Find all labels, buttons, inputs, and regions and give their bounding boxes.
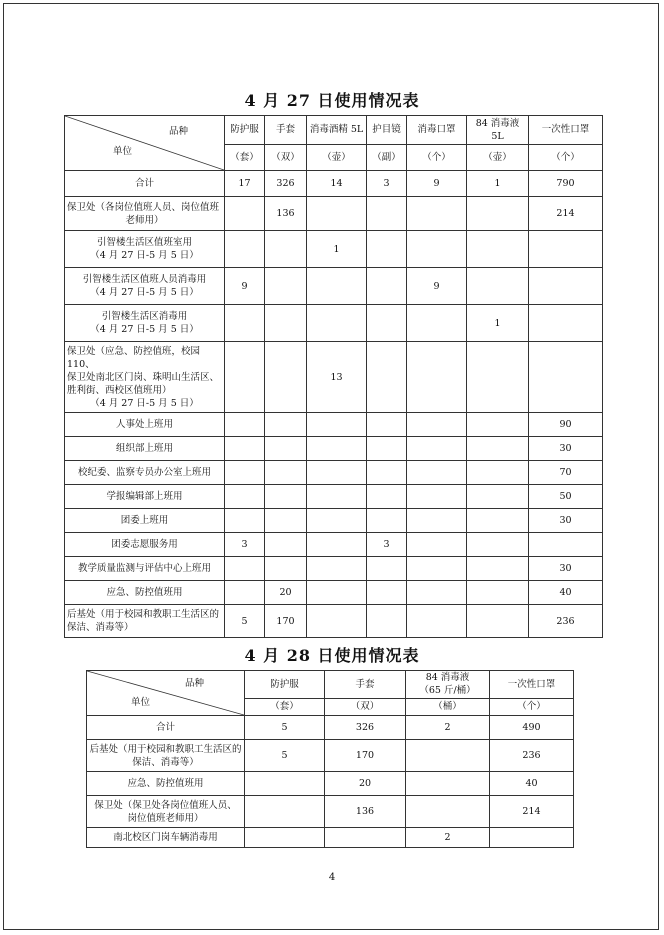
value-cell (367, 581, 407, 605)
value-cell (325, 828, 406, 848)
cell-line: 手套 (355, 678, 375, 690)
table-row (65, 268, 603, 305)
column-unit: （双） (265, 144, 307, 170)
value-cell (245, 828, 325, 848)
value-cell (467, 342, 529, 413)
usage-table-apr27 (64, 115, 603, 638)
cell-line: 合计 (134, 178, 154, 189)
value-cell: 3 (367, 533, 407, 557)
value-cell: 30 (529, 509, 603, 533)
value-cell (307, 605, 367, 638)
value-cell (367, 342, 407, 413)
value-cell: 1 (307, 231, 367, 268)
value-cell (307, 305, 367, 342)
value-cell: 490 (490, 716, 574, 740)
value-cell (467, 581, 529, 605)
value-cell: 3 (367, 171, 407, 197)
value-cell: 30 (529, 557, 603, 581)
cell-line: 合计 (155, 722, 175, 733)
cell-line: 后基处（用于校园和教职工生活区的 (89, 743, 242, 755)
value-cell (265, 437, 307, 461)
unit-name-cell (65, 605, 225, 638)
unit-name-cell (87, 772, 245, 796)
value-cell (367, 461, 407, 485)
cell-line: 引智楼生活区值班室用 (96, 237, 192, 248)
cell-line: 人事处上班用 (115, 419, 173, 430)
value-cell: 9 (407, 171, 467, 197)
value-cell (225, 342, 265, 413)
unit-name-cell (65, 342, 225, 413)
cell-line: 团委志愿服务用 (111, 539, 178, 550)
cell-line: 后基处（用于校园和教职工生活区的 (67, 609, 220, 620)
value-cell: 170 (325, 740, 406, 772)
value-cell (367, 197, 407, 231)
table2-title: 4 月 28 日使用情况表 (244, 646, 420, 665)
value-cell (467, 485, 529, 509)
value-cell (265, 268, 307, 305)
value-cell: 136 (325, 796, 406, 828)
value-cell (225, 413, 265, 437)
column-header: 护目镜 (367, 116, 407, 145)
cell-line: 组织部上班用 (115, 443, 173, 454)
value-cell (367, 305, 407, 342)
value-cell (407, 413, 467, 437)
value-cell (265, 461, 307, 485)
table-row (65, 605, 603, 638)
value-cell (245, 796, 325, 828)
value-cell (407, 342, 467, 413)
unit-name-cell (65, 485, 225, 509)
cell-line: 老师用） (125, 214, 164, 226)
value-cell (407, 305, 467, 342)
value-cell (529, 268, 603, 305)
table-row (65, 305, 603, 342)
column-header (245, 671, 325, 699)
value-cell (265, 557, 307, 581)
column-header: 手套 (265, 116, 307, 145)
table-row (65, 485, 603, 509)
value-cell (367, 557, 407, 581)
unit-name-cell (87, 796, 245, 828)
header-unit-label: 单位 (113, 146, 133, 157)
value-cell (467, 509, 529, 533)
value-cell (367, 485, 407, 509)
value-cell (225, 485, 265, 509)
value-cell (529, 305, 603, 342)
table-row (65, 461, 603, 485)
value-cell: 136 (265, 197, 307, 231)
value-cell (225, 305, 265, 342)
table-row (65, 342, 603, 413)
value-cell (467, 557, 529, 581)
table-row (65, 197, 603, 231)
unit-name-cell (65, 268, 225, 305)
table-row (87, 796, 574, 828)
value-cell (265, 342, 307, 413)
cell-line: （4 月 27 日-5 月 5 日） (90, 397, 199, 409)
column-header (406, 671, 490, 699)
column-header: 消毒酒精 5L (307, 116, 367, 145)
value-cell (265, 231, 307, 268)
value-cell (467, 268, 529, 305)
value-cell: 236 (490, 740, 574, 772)
value-cell (307, 557, 367, 581)
value-cell (406, 772, 490, 796)
table-row (65, 437, 603, 461)
value-cell: 5 (245, 740, 325, 772)
column-unit: （副） (367, 144, 407, 170)
column-header (325, 671, 406, 699)
cell-line: 引智楼生活区消毒用 (101, 311, 188, 322)
unit-name-cell (87, 716, 245, 740)
cell-line: （4 月 27 日-5 月 5 日） (90, 287, 199, 298)
table-row (87, 772, 574, 796)
value-cell (225, 581, 265, 605)
unit-name-cell (87, 828, 245, 848)
unit-name-cell (65, 305, 225, 342)
value-cell: 2 (406, 828, 490, 848)
value-cell (225, 437, 265, 461)
value-cell: 30 (529, 437, 603, 461)
column-unit: （个） (529, 144, 603, 170)
cell-line: 团委上班用 (120, 515, 169, 526)
value-cell (407, 557, 467, 581)
unit-name-cell (87, 740, 245, 772)
value-cell (367, 437, 407, 461)
column-unit: （壶） (467, 144, 529, 170)
value-cell: 3 (225, 533, 265, 557)
cell-line: 84 消毒液 (425, 672, 470, 684)
table1-title: 4 月 27 日使用情况表 (244, 91, 420, 110)
value-cell (225, 231, 265, 268)
value-cell (245, 772, 325, 796)
column-header (490, 671, 574, 699)
column-unit: （桶） (406, 698, 490, 715)
table-row (65, 231, 603, 268)
value-cell (367, 509, 407, 533)
header-diagonal-cell (65, 116, 225, 171)
column-unit: （个） (407, 144, 467, 170)
cell-line: 应急、防控值班用 (127, 778, 204, 789)
cell-line: 胜利街、西校区值班用） (67, 384, 172, 396)
table-row (87, 740, 574, 772)
value-cell (529, 533, 603, 557)
value-cell (367, 605, 407, 638)
value-cell: 1 (467, 171, 529, 197)
cell-line: 保卫处（各岗位值班人员、岗位值班 (67, 201, 220, 213)
value-cell (367, 231, 407, 268)
value-cell (307, 485, 367, 509)
cell-line: （4 月 27 日-5 月 5 日） (90, 250, 199, 261)
unit-name-cell (65, 413, 225, 437)
table-row (65, 171, 603, 197)
value-cell (406, 740, 490, 772)
column-unit: （壶） (307, 144, 367, 170)
usage-table-apr28 (86, 670, 574, 848)
value-cell: 9 (407, 268, 467, 305)
value-cell: 20 (325, 772, 406, 796)
value-cell (225, 461, 265, 485)
value-cell: 214 (529, 197, 603, 231)
unit-name-cell (65, 533, 225, 557)
value-cell: 9 (225, 268, 265, 305)
header-diagonal-cell (87, 671, 245, 716)
value-cell (407, 581, 467, 605)
value-cell: 214 (490, 796, 574, 828)
cell-line: （4 月 27 日-5 月 5 日） (90, 324, 199, 335)
value-cell (407, 533, 467, 557)
value-cell (307, 509, 367, 533)
header-item-label: 品种 (184, 678, 204, 689)
value-cell (529, 342, 603, 413)
table-row (65, 533, 603, 557)
cell-line: 保洁、消毒等） (67, 622, 134, 633)
value-cell: 50 (529, 485, 603, 509)
column-unit: （套） (225, 144, 265, 170)
column-header: 84 消毒液 5L (467, 116, 529, 145)
value-cell (265, 305, 307, 342)
value-cell (467, 461, 529, 485)
unit-name-cell (65, 509, 225, 533)
value-cell (407, 437, 467, 461)
header-row (65, 116, 603, 145)
value-cell: 326 (325, 716, 406, 740)
value-cell (467, 197, 529, 231)
value-cell: 236 (529, 605, 603, 638)
page-number: 4 (328, 872, 336, 883)
value-cell (406, 796, 490, 828)
value-cell (529, 231, 603, 268)
value-cell (307, 197, 367, 231)
cell-line: （65 斤/桶） (419, 685, 476, 697)
value-cell (307, 268, 367, 305)
table-row (65, 557, 603, 581)
value-cell (490, 828, 574, 848)
value-cell (225, 509, 265, 533)
unit-name-cell (65, 171, 225, 197)
column-unit: （个） (490, 698, 574, 715)
cell-line: 校纪委、监察专员办公室上班用 (77, 467, 211, 478)
cell-line: 保卫处南北区门岗、珠明山生活区、 (67, 371, 220, 383)
value-cell (407, 231, 467, 268)
header-row (87, 671, 574, 699)
value-cell (307, 413, 367, 437)
column-header: 消毒口罩 (407, 116, 467, 145)
table-row (65, 413, 603, 437)
value-cell (307, 533, 367, 557)
value-cell: 326 (265, 171, 307, 197)
value-cell: 20 (265, 581, 307, 605)
cell-line: 一次性口罩 (507, 678, 556, 690)
table-row (65, 581, 603, 605)
column-header: 防护服 (225, 116, 265, 145)
value-cell (307, 581, 367, 605)
unit-name-cell (65, 197, 225, 231)
value-cell: 170 (265, 605, 307, 638)
cell-line: 引智楼生活区值班人员消毒用 (82, 274, 207, 285)
value-cell (367, 268, 407, 305)
value-cell (407, 605, 467, 638)
value-cell (307, 437, 367, 461)
value-cell (467, 605, 529, 638)
value-cell (265, 533, 307, 557)
header-unit-label: 单位 (131, 697, 151, 708)
cell-line: 教学质量监测与评估中心上班用 (77, 563, 211, 574)
value-cell: 1 (467, 305, 529, 342)
header-item-label: 品种 (168, 126, 188, 137)
value-cell: 40 (490, 772, 574, 796)
value-cell (307, 461, 367, 485)
cell-line: 南北校区门岗车辆消毒用 (113, 832, 218, 843)
value-cell (265, 509, 307, 533)
value-cell (467, 533, 529, 557)
value-cell: 5 (225, 605, 265, 638)
value-cell (265, 413, 307, 437)
column-header: 一次性口罩 (529, 116, 603, 145)
unit-name-cell (65, 231, 225, 268)
cell-line: 保卫处（保卫处各岗位值班人员、 (94, 799, 237, 811)
value-cell (407, 197, 467, 231)
cell-line: 应急、防控值班用 (106, 587, 183, 598)
table-row (87, 716, 574, 740)
cell-line: 学报编辑部上班用 (106, 491, 183, 502)
value-cell: 5 (245, 716, 325, 740)
table-row (65, 509, 603, 533)
value-cell (467, 413, 529, 437)
value-cell: 90 (529, 413, 603, 437)
value-cell: 40 (529, 581, 603, 605)
unit-name-cell (65, 581, 225, 605)
value-cell: 2 (406, 716, 490, 740)
unit-name-cell (65, 437, 225, 461)
cell-line: 防护服 (270, 678, 299, 690)
unit-name-cell (65, 557, 225, 581)
column-unit: （双） (325, 698, 406, 715)
value-cell (467, 437, 529, 461)
value-cell (407, 509, 467, 533)
value-cell (225, 557, 265, 581)
cell-line: 岗位值班老师用） (127, 812, 204, 824)
value-cell: 70 (529, 461, 603, 485)
table-row (87, 828, 574, 848)
value-cell (407, 461, 467, 485)
value-cell (467, 231, 529, 268)
value-cell: 14 (307, 171, 367, 197)
cell-line: 保卫处（应急、防控值班，校园 110、 (67, 345, 201, 370)
cell-line: 保洁、消毒等） (132, 756, 199, 768)
value-cell (265, 485, 307, 509)
unit-name-cell (65, 461, 225, 485)
value-cell: 13 (307, 342, 367, 413)
value-cell: 17 (225, 171, 265, 197)
value-cell: 790 (529, 171, 603, 197)
column-unit: （套） (245, 698, 325, 715)
value-cell (407, 485, 467, 509)
value-cell (367, 413, 407, 437)
value-cell (225, 197, 265, 231)
